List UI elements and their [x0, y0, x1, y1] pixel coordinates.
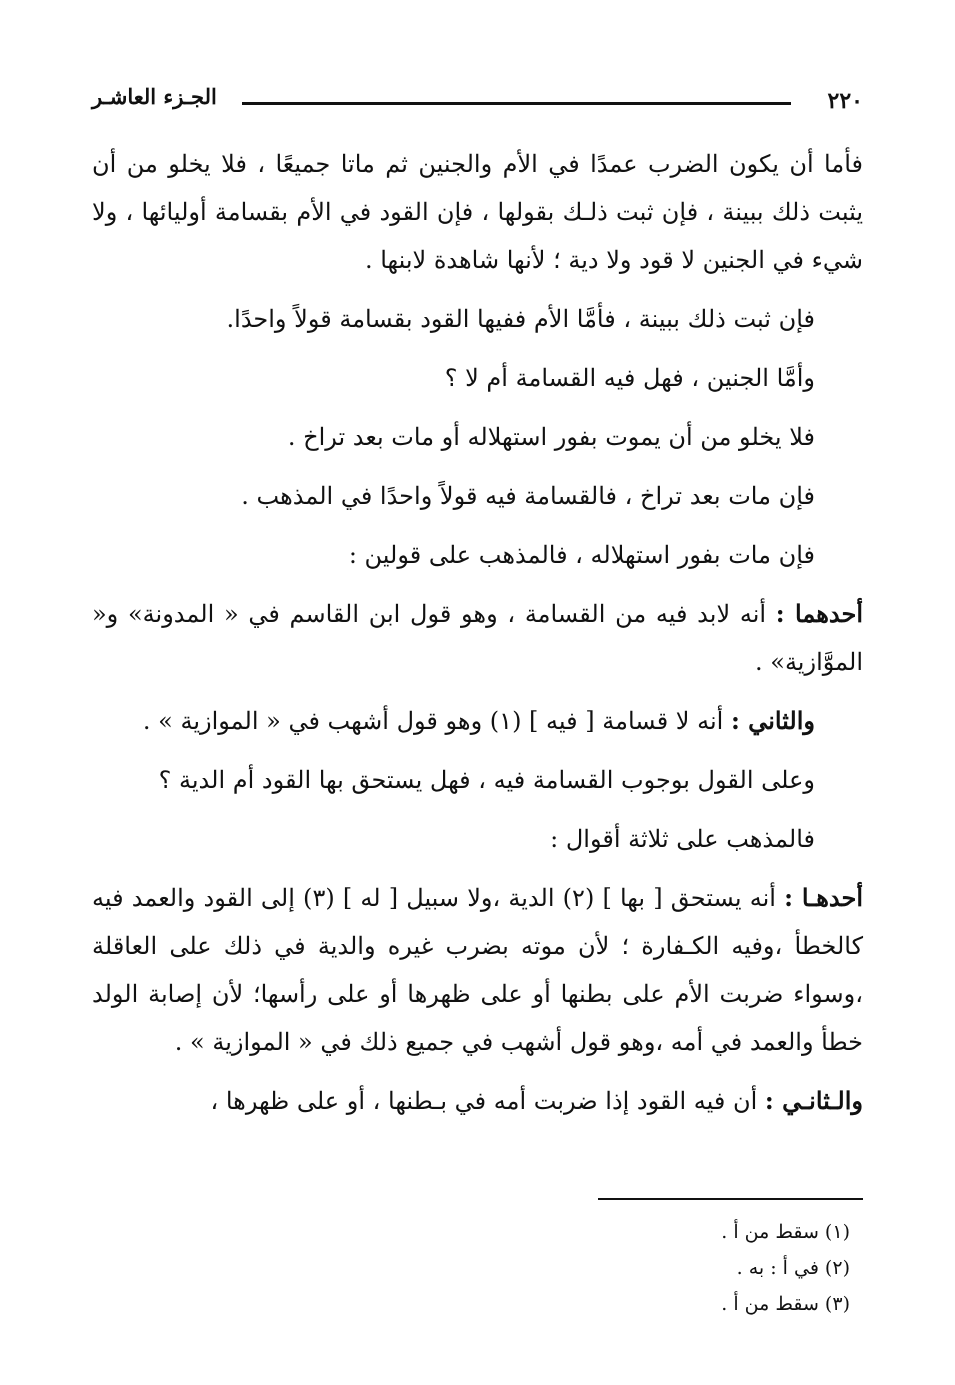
paragraph-text: أنه لا قسامة [ فيه ] (١) وهو قول أشهب في « الموازية » .	[142, 707, 731, 735]
running-title: الجـزء العاشـر	[92, 84, 217, 109]
paragraph	[92, 815, 863, 863]
paragraph	[92, 295, 863, 343]
page-header	[92, 78, 863, 118]
footnote-rule	[598, 1198, 863, 1200]
paragraph-lead: أحدهـا :	[784, 883, 863, 912]
paragraph	[92, 140, 863, 284]
paragraph	[92, 531, 863, 579]
paragraph-text: وأمَّا الجنين ، فهل فيه القسامة أم لا ؟	[444, 364, 815, 392]
paragraph-text: أنه يستحق [ بها ] (٢) الدية ،ولا سبيل [ له ] (٣) إلى القود والعمد فيه كالخطأ ،وفيه الكـفارة ؛ لأن موته بضرب غيره والدية في ذلك على العاقلة ،وسواء ضربت الأم على بطنها أو على ظهرها أو على رأسها؛ لأن إصابة الولد خطأ والعمد في أمه ،وهو قول أشهب في جميع ذلك في « الموازية » .	[92, 884, 863, 1056]
paragraph-text: وعلى القول بوجوب القسامة فيه ، فهل يستحق بها القود أم الدية ؟	[158, 766, 815, 794]
paragraph	[92, 590, 863, 686]
paragraph-text: فإن ثبت ذلك ببينة ، فأمَّا الأم ففيها القود بقسامة قولاً واحدًا.	[226, 305, 815, 333]
paragraph	[92, 874, 863, 1066]
paragraph-text: أن فيه القود إذا ضربت أمه في بـطنها ، أو على ظهرها ،	[210, 1087, 765, 1115]
paragraph-text: أنه لابد فيه من القسامة ، وهو قول ابن القاسم في « المدونة» و« الموَّازية» .	[92, 600, 863, 676]
paragraph-text: فلا يخلو من أن يموت بفور استهلاله أو مات بعد تراخ .	[287, 423, 815, 451]
paragraph-text: فإن مات بعد تراخ ، فالقسامة فيه قولاً واحدًا في المذهب .	[241, 482, 815, 510]
paragraph	[92, 354, 863, 402]
paragraph	[92, 472, 863, 520]
page-number: ٢٢٠	[827, 88, 863, 114]
paragraph	[92, 413, 863, 461]
paragraph	[92, 697, 863, 745]
main-text	[92, 140, 863, 1136]
paragraph-text: فإن مات بفور استهلاله ، فالمذهب على قولين :	[348, 541, 815, 569]
footnotes	[300, 1214, 850, 1322]
paragraph-text: فأما أن يكون الضرب عمدًا في الأم والجنين ثم ماتا جميعًا ، فلا يخلو من أن يثبت ذلك ببينة ، فإن ثبت ذلـك بقولها ، فإن القود في الأم بقسامة أوليائها ، ولا شيء في الجنين لا قود ولا دية ؛ لأنها شاهدة لابنها .	[92, 150, 863, 274]
paragraph-lead: أحدهما :	[775, 599, 863, 628]
paragraph	[92, 756, 863, 804]
footnote: (٢) في أ : به .	[736, 1257, 850, 1279]
footnote: (٣) سقط من أ .	[721, 1293, 850, 1315]
paragraph	[92, 1077, 863, 1125]
footnote: (١) سقط من أ .	[721, 1221, 850, 1243]
paragraph-lead: والثاني :	[730, 706, 815, 735]
paragraph-lead: والـثانـي :	[764, 1086, 863, 1115]
header-rule	[242, 102, 791, 105]
paragraph-text: فالمذهب على ثلاثة أقوال :	[550, 825, 815, 853]
